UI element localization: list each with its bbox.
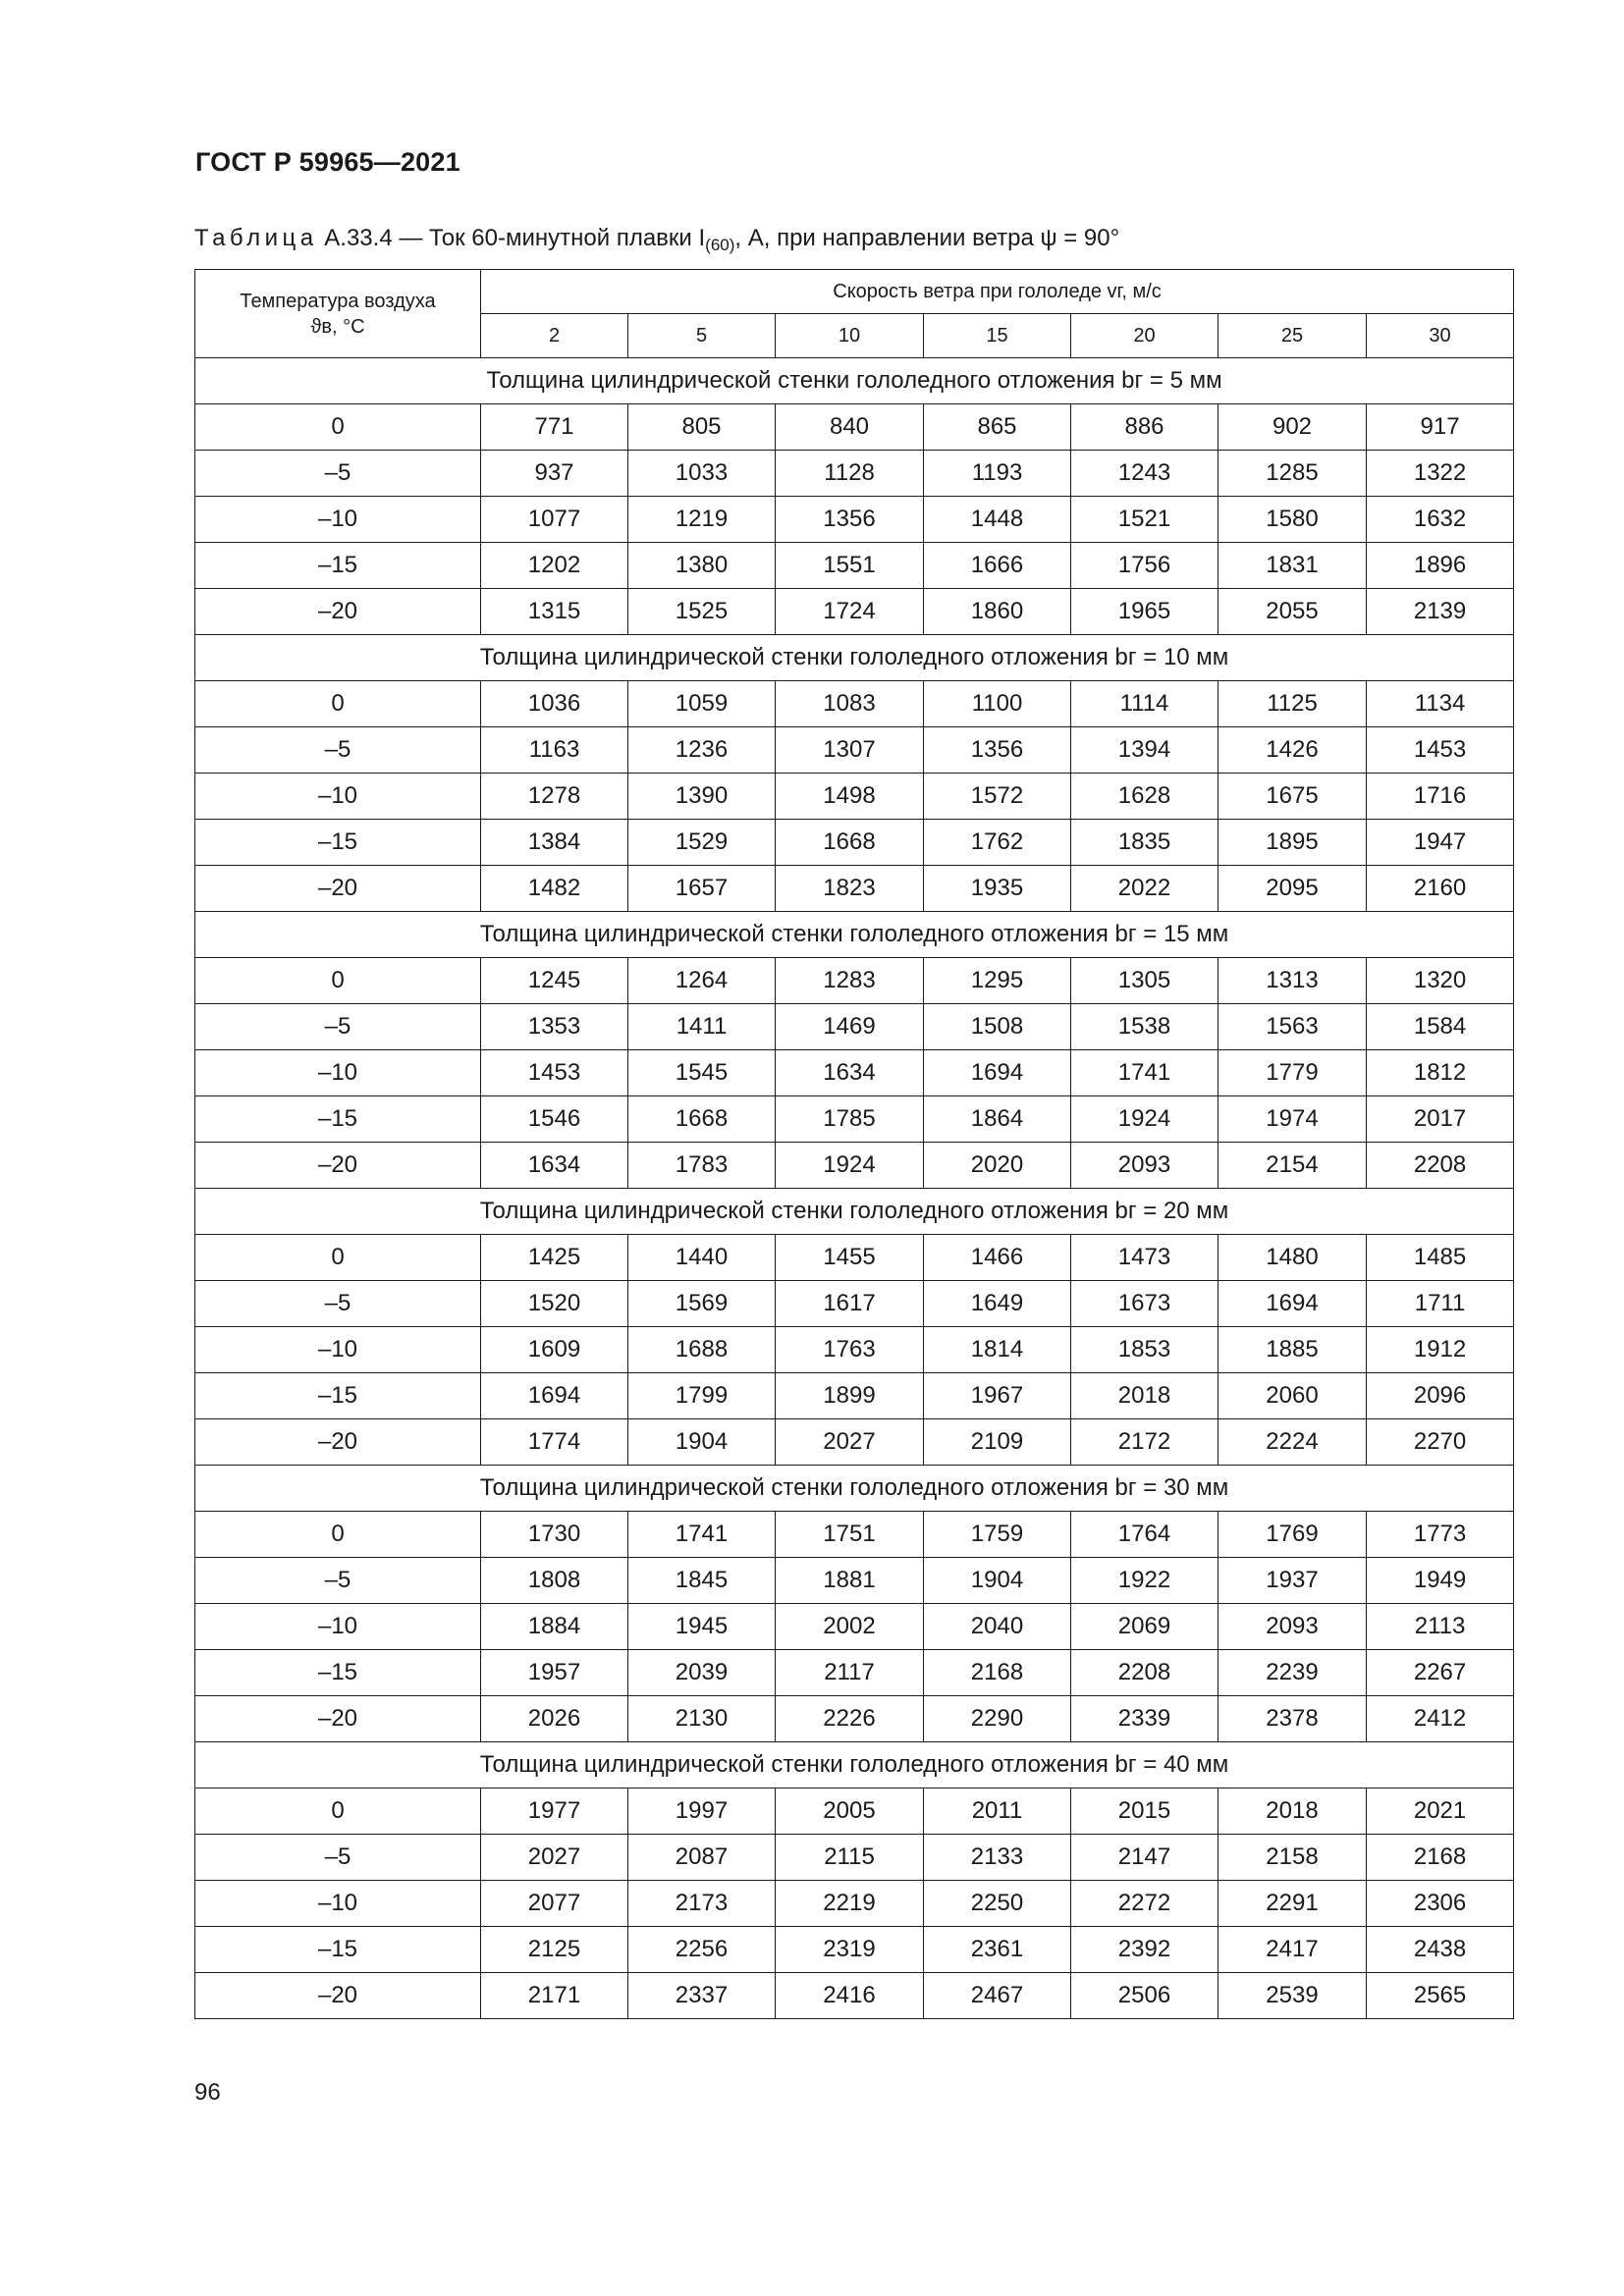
- current-value-cell: 2005: [776, 1789, 924, 1835]
- current-value-cell: 1384: [481, 820, 628, 866]
- current-value-cell: 1469: [776, 1004, 924, 1050]
- current-value-cell: 1193: [924, 451, 1071, 497]
- current-value-cell: 1666: [924, 543, 1071, 589]
- current-value-cell: 1202: [481, 543, 628, 589]
- current-value-cell: 1569: [628, 1281, 776, 1327]
- temperature-cell: –15: [195, 1927, 481, 1973]
- temperature-header: [195, 270, 481, 358]
- current-value-cell: 1881: [776, 1558, 924, 1604]
- current-value-cell: 1390: [628, 774, 776, 820]
- current-value-cell: 1884: [481, 1604, 628, 1650]
- current-value-cell: 1313: [1218, 958, 1367, 1004]
- current-value-cell: 1411: [628, 1004, 776, 1050]
- current-value-cell: 1219: [628, 497, 776, 543]
- temperature-cell: –15: [195, 1373, 481, 1419]
- temperature-header-line1: Температура воздуха: [240, 290, 436, 312]
- data-table: [194, 269, 1514, 2019]
- current-value-cell: 1763: [776, 1327, 924, 1373]
- current-value-cell: 1036: [481, 681, 628, 727]
- temperature-cell: –20: [195, 1696, 481, 1742]
- wind-speed-column-header: 30: [1367, 314, 1514, 358]
- table-row: [195, 681, 1514, 727]
- wind-speed-column-header: 15: [924, 314, 1071, 358]
- current-value-cell: 1243: [1071, 451, 1218, 497]
- temperature-cell: –15: [195, 820, 481, 866]
- table-row: [195, 1004, 1514, 1050]
- current-value-cell: 1609: [481, 1327, 628, 1373]
- current-value-cell: 1380: [628, 543, 776, 589]
- current-value-cell: 1394: [1071, 727, 1218, 774]
- current-value-cell: 2095: [1218, 866, 1367, 912]
- current-value-cell: 2147: [1071, 1835, 1218, 1881]
- current-value-cell: 1525: [628, 589, 776, 635]
- current-value-cell: 1114: [1071, 681, 1218, 727]
- current-value-cell: 1033: [628, 451, 776, 497]
- current-value-cell: 1100: [924, 681, 1071, 727]
- current-value-cell: 1741: [1071, 1050, 1218, 1096]
- current-value-cell: 2154: [1218, 1143, 1367, 1189]
- temperature-cell: –15: [195, 1650, 481, 1696]
- current-value-cell: 771: [481, 404, 628, 451]
- document-code: ГОСТ Р 59965—2021: [195, 147, 460, 177]
- current-value-cell: 1831: [1218, 543, 1367, 589]
- current-value-cell: 902: [1218, 404, 1367, 451]
- current-value-cell: 2021: [1367, 1789, 1514, 1835]
- table-row: [195, 1235, 1514, 1281]
- temperature-cell: –5: [195, 1281, 481, 1327]
- current-value-cell: 1482: [481, 866, 628, 912]
- current-value-cell: 2093: [1218, 1604, 1367, 1650]
- current-value-cell: 1538: [1071, 1004, 1218, 1050]
- table-row: [195, 958, 1514, 1004]
- wind-speed-column-header: 2: [481, 314, 628, 358]
- current-value-cell: 2096: [1367, 1373, 1514, 1419]
- current-value-cell: 1356: [776, 497, 924, 543]
- current-value-cell: 2125: [481, 1927, 628, 1973]
- current-value-cell: 1498: [776, 774, 924, 820]
- current-value-cell: 1668: [628, 1096, 776, 1143]
- temperature-cell: –5: [195, 1558, 481, 1604]
- table-row: [195, 774, 1514, 820]
- current-value-cell: 2267: [1367, 1650, 1514, 1696]
- temperature-cell: –10: [195, 497, 481, 543]
- temperature-cell: –15: [195, 543, 481, 589]
- current-value-cell: 1520: [481, 1281, 628, 1327]
- current-value-cell: 2018: [1218, 1789, 1367, 1835]
- current-value-cell: 2060: [1218, 1373, 1367, 1419]
- current-value-cell: 1283: [776, 958, 924, 1004]
- section-header: Толщина цилиндрической стенки гололедного отложения bг = 30 мм: [195, 1466, 1514, 1512]
- current-value-cell: 2039: [628, 1650, 776, 1696]
- current-value-cell: 1307: [776, 727, 924, 774]
- current-value-cell: 1688: [628, 1327, 776, 1373]
- current-value-cell: 1473: [1071, 1235, 1218, 1281]
- current-value-cell: 2087: [628, 1835, 776, 1881]
- current-value-cell: 1814: [924, 1327, 1071, 1373]
- current-value-cell: 2020: [924, 1143, 1071, 1189]
- current-value-cell: 1823: [776, 866, 924, 912]
- current-value-cell: 1521: [1071, 497, 1218, 543]
- current-value-cell: 2416: [776, 1973, 924, 2019]
- current-value-cell: 1812: [1367, 1050, 1514, 1096]
- current-value-cell: 2040: [924, 1604, 1071, 1650]
- current-value-cell: 2018: [1071, 1373, 1218, 1419]
- current-value-cell: 1668: [776, 820, 924, 866]
- current-value-cell: 1896: [1367, 543, 1514, 589]
- caption-subscript: (60): [705, 236, 735, 254]
- current-value-cell: 1694: [924, 1050, 1071, 1096]
- current-value-cell: 1426: [1218, 727, 1367, 774]
- section-header: Толщина цилиндрической стенки гололедного отложения bг = 20 мм: [195, 1189, 1514, 1235]
- current-value-cell: 2017: [1367, 1096, 1514, 1143]
- section-header: Толщина цилиндрической стенки гололедного отложения bг = 15 мм: [195, 912, 1514, 958]
- temperature-cell: –20: [195, 1419, 481, 1466]
- current-value-cell: 1059: [628, 681, 776, 727]
- current-value-cell: 1551: [776, 543, 924, 589]
- current-value-cell: 1546: [481, 1096, 628, 1143]
- current-value-cell: 917: [1367, 404, 1514, 451]
- table-row: [195, 1281, 1514, 1327]
- table-row: [195, 1973, 1514, 2019]
- current-value-cell: 2361: [924, 1927, 1071, 1973]
- temperature-header-line2: ϑв, °С: [310, 315, 365, 338]
- current-value-cell: 2160: [1367, 866, 1514, 912]
- current-value-cell: 2319: [776, 1927, 924, 1973]
- current-value-cell: 2291: [1218, 1881, 1367, 1927]
- table-row: [195, 1512, 1514, 1558]
- current-value-cell: 1356: [924, 727, 1071, 774]
- current-value-cell: 2339: [1071, 1696, 1218, 1742]
- current-value-cell: 2208: [1367, 1143, 1514, 1189]
- current-value-cell: 2412: [1367, 1696, 1514, 1742]
- temperature-cell: 0: [195, 1235, 481, 1281]
- temperature-cell: –5: [195, 1835, 481, 1881]
- current-value-cell: 1245: [481, 958, 628, 1004]
- current-value-cell: 2417: [1218, 1927, 1367, 1973]
- current-value-cell: 2270: [1367, 1419, 1514, 1466]
- current-value-cell: 1657: [628, 866, 776, 912]
- table-row: [195, 1835, 1514, 1881]
- current-value-cell: 1649: [924, 1281, 1071, 1327]
- current-value-cell: 1945: [628, 1604, 776, 1650]
- current-value-cell: 2208: [1071, 1650, 1218, 1696]
- current-value-cell: 2015: [1071, 1789, 1218, 1835]
- current-value-cell: 1572: [924, 774, 1071, 820]
- current-value-cell: 2093: [1071, 1143, 1218, 1189]
- section-header: Толщина цилиндрической стенки гололедного отложения bг = 10 мм: [195, 635, 1514, 681]
- temperature-cell: –10: [195, 774, 481, 820]
- current-value-cell: 2109: [924, 1419, 1071, 1466]
- current-value-cell: 1264: [628, 958, 776, 1004]
- current-value-cell: 1083: [776, 681, 924, 727]
- current-value-cell: 1508: [924, 1004, 1071, 1050]
- current-value-cell: 1278: [481, 774, 628, 820]
- current-value-cell: 2467: [924, 1973, 1071, 2019]
- current-value-cell: 1711: [1367, 1281, 1514, 1327]
- current-value-cell: 2113: [1367, 1604, 1514, 1650]
- temperature-cell: –10: [195, 1050, 481, 1096]
- current-value-cell: 1899: [776, 1373, 924, 1419]
- current-value-cell: 1694: [481, 1373, 628, 1419]
- current-value-cell: 2438: [1367, 1927, 1514, 1973]
- temperature-cell: –5: [195, 451, 481, 497]
- current-value-cell: 1694: [1218, 1281, 1367, 1327]
- temperature-cell: –20: [195, 1143, 481, 1189]
- current-value-cell: 2539: [1218, 1973, 1367, 2019]
- current-value-cell: 1320: [1367, 958, 1514, 1004]
- current-value-cell: 840: [776, 404, 924, 451]
- current-value-cell: 1453: [1367, 727, 1514, 774]
- current-value-cell: 1730: [481, 1512, 628, 1558]
- table-row: [195, 1696, 1514, 1742]
- current-value-cell: 2115: [776, 1835, 924, 1881]
- current-value-cell: 2130: [628, 1696, 776, 1742]
- current-value-cell: 1949: [1367, 1558, 1514, 1604]
- current-value-cell: 1163: [481, 727, 628, 774]
- current-value-cell: 1924: [1071, 1096, 1218, 1143]
- current-value-cell: 2055: [1218, 589, 1367, 635]
- current-value-cell: 1584: [1367, 1004, 1514, 1050]
- table-row: [195, 497, 1514, 543]
- current-value-cell: 1632: [1367, 497, 1514, 543]
- table-row: [195, 1096, 1514, 1143]
- current-value-cell: 1485: [1367, 1235, 1514, 1281]
- current-value-cell: 1425: [481, 1235, 628, 1281]
- current-value-cell: 1773: [1367, 1512, 1514, 1558]
- current-value-cell: 1285: [1218, 451, 1367, 497]
- current-value-cell: 1997: [628, 1789, 776, 1835]
- current-value-cell: 1965: [1071, 589, 1218, 635]
- table-row: [195, 1050, 1514, 1096]
- current-value-cell: 1563: [1218, 1004, 1367, 1050]
- current-value-cell: 1466: [924, 1235, 1071, 1281]
- current-value-cell: 1922: [1071, 1558, 1218, 1604]
- current-value-cell: 1480: [1218, 1235, 1367, 1281]
- temperature-cell: 0: [195, 404, 481, 451]
- current-value-cell: 1724: [776, 589, 924, 635]
- temperature-cell: 0: [195, 958, 481, 1004]
- current-value-cell: 1864: [924, 1096, 1071, 1143]
- current-value-cell: 1895: [1218, 820, 1367, 866]
- current-value-cell: 1305: [1071, 958, 1218, 1004]
- table-row: [195, 451, 1514, 497]
- current-value-cell: 937: [481, 451, 628, 497]
- current-value-cell: 2256: [628, 1927, 776, 1973]
- current-value-cell: 1741: [628, 1512, 776, 1558]
- current-value-cell: 1967: [924, 1373, 1071, 1419]
- current-value-cell: 1673: [1071, 1281, 1218, 1327]
- current-value-cell: 1634: [776, 1050, 924, 1096]
- table-row: [195, 1604, 1514, 1650]
- current-value-cell: 1751: [776, 1512, 924, 1558]
- current-value-cell: 1580: [1218, 497, 1367, 543]
- wind-speed-header: Скорость ветра при гололеде vг, м/с: [481, 270, 1514, 314]
- current-value-cell: 1529: [628, 820, 776, 866]
- current-value-cell: 1628: [1071, 774, 1218, 820]
- table-caption: [194, 225, 1119, 252]
- table-row: [195, 820, 1514, 866]
- current-value-cell: 1128: [776, 451, 924, 497]
- table-row: [195, 866, 1514, 912]
- temperature-cell: 0: [195, 1789, 481, 1835]
- table-row: [195, 1419, 1514, 1466]
- current-value-cell: 2239: [1218, 1650, 1367, 1696]
- current-value-cell: 2002: [776, 1604, 924, 1650]
- table-row: [195, 1881, 1514, 1927]
- current-value-cell: 1322: [1367, 451, 1514, 497]
- table-row: [195, 727, 1514, 774]
- current-value-cell: 886: [1071, 404, 1218, 451]
- temperature-cell: –10: [195, 1604, 481, 1650]
- current-value-cell: 1977: [481, 1789, 628, 1835]
- current-value-cell: 1957: [481, 1650, 628, 1696]
- current-value-cell: 1937: [1218, 1558, 1367, 1604]
- current-value-cell: 1835: [1071, 820, 1218, 866]
- current-value-cell: 865: [924, 404, 1071, 451]
- current-value-cell: 1853: [1071, 1327, 1218, 1373]
- current-value-cell: 1912: [1367, 1327, 1514, 1373]
- current-value-cell: 2168: [924, 1650, 1071, 1696]
- temperature-cell: –10: [195, 1881, 481, 1927]
- table-row: [195, 1558, 1514, 1604]
- temperature-cell: –20: [195, 866, 481, 912]
- temperature-cell: –10: [195, 1327, 481, 1373]
- temperature-cell: –20: [195, 1973, 481, 2019]
- current-value-cell: 1353: [481, 1004, 628, 1050]
- current-value-cell: 2168: [1367, 1835, 1514, 1881]
- temperature-cell: –15: [195, 1096, 481, 1143]
- table-row: [195, 543, 1514, 589]
- current-value-cell: 1440: [628, 1235, 776, 1281]
- wind-speed-column-header: 5: [628, 314, 776, 358]
- current-value-cell: 1785: [776, 1096, 924, 1143]
- page-number: 96: [194, 2079, 221, 2106]
- current-value-cell: 1935: [924, 866, 1071, 912]
- temperature-cell: 0: [195, 1512, 481, 1558]
- current-value-cell: 1545: [628, 1050, 776, 1096]
- current-value-cell: 2378: [1218, 1696, 1367, 1742]
- current-value-cell: 1783: [628, 1143, 776, 1189]
- current-value-cell: 2172: [1071, 1419, 1218, 1466]
- current-value-cell: 1769: [1218, 1512, 1367, 1558]
- current-value-cell: 2011: [924, 1789, 1071, 1835]
- table-row: [195, 1650, 1514, 1696]
- current-value-cell: 2027: [776, 1419, 924, 1466]
- current-value-cell: 1295: [924, 958, 1071, 1004]
- current-value-cell: 2173: [628, 1881, 776, 1927]
- current-value-cell: 1448: [924, 497, 1071, 543]
- current-value-cell: 1125: [1218, 681, 1367, 727]
- wind-speed-column-header: 10: [776, 314, 924, 358]
- wind-speed-column-header: 20: [1071, 314, 1218, 358]
- current-value-cell: 2158: [1218, 1835, 1367, 1881]
- table-row: [195, 589, 1514, 635]
- current-value-cell: 1904: [924, 1558, 1071, 1604]
- current-value-cell: 2219: [776, 1881, 924, 1927]
- current-value-cell: 1675: [1218, 774, 1367, 820]
- current-value-cell: 1634: [481, 1143, 628, 1189]
- table-row: [195, 1143, 1514, 1189]
- table-row: [195, 404, 1514, 451]
- current-value-cell: 1904: [628, 1419, 776, 1466]
- current-value-cell: 2069: [1071, 1604, 1218, 1650]
- current-value-cell: 1759: [924, 1512, 1071, 1558]
- current-value-cell: 2290: [924, 1696, 1071, 1742]
- table-row: [195, 1373, 1514, 1419]
- current-value-cell: 2171: [481, 1973, 628, 2019]
- current-value-cell: 2133: [924, 1835, 1071, 1881]
- current-value-cell: 1236: [628, 727, 776, 774]
- current-value-cell: 2139: [1367, 589, 1514, 635]
- current-value-cell: 2250: [924, 1881, 1071, 1927]
- temperature-cell: –20: [195, 589, 481, 635]
- current-value-cell: 1077: [481, 497, 628, 543]
- current-value-cell: 1779: [1218, 1050, 1367, 1096]
- caption-text-end: , А, при направлении ветра ψ = 90°: [734, 225, 1120, 251]
- current-value-cell: 2224: [1218, 1419, 1367, 1466]
- current-value-cell: 2565: [1367, 1973, 1514, 2019]
- temperature-cell: –5: [195, 1004, 481, 1050]
- current-value-cell: 2337: [628, 1973, 776, 2019]
- section-header: Толщина цилиндрической стенки гололедного отложения bг = 5 мм: [195, 358, 1514, 404]
- current-value-cell: 1134: [1367, 681, 1514, 727]
- current-value-cell: 2027: [481, 1835, 628, 1881]
- current-value-cell: 1762: [924, 820, 1071, 866]
- current-value-cell: 1756: [1071, 543, 1218, 589]
- current-value-cell: 1453: [481, 1050, 628, 1096]
- current-value-cell: 1974: [1218, 1096, 1367, 1143]
- current-value-cell: 1924: [776, 1143, 924, 1189]
- current-value-cell: 2272: [1071, 1881, 1218, 1927]
- current-value-cell: 1315: [481, 589, 628, 635]
- temperature-cell: –5: [195, 727, 481, 774]
- section-header: Толщина цилиндрической стенки гололедного отложения bг = 40 мм: [195, 1742, 1514, 1789]
- current-value-cell: 1617: [776, 1281, 924, 1327]
- current-value-cell: 2506: [1071, 1973, 1218, 2019]
- current-value-cell: 1774: [481, 1419, 628, 1466]
- current-value-cell: 2306: [1367, 1881, 1514, 1927]
- current-value-cell: 1799: [628, 1373, 776, 1419]
- current-value-cell: 2077: [481, 1881, 628, 1927]
- caption-text: А.33.4 — Ток 60-минутной плавки I: [324, 225, 706, 251]
- current-value-cell: 1764: [1071, 1512, 1218, 1558]
- current-value-cell: 1860: [924, 589, 1071, 635]
- current-value-cell: 2022: [1071, 866, 1218, 912]
- current-value-cell: 1947: [1367, 820, 1514, 866]
- current-value-cell: 1716: [1367, 774, 1514, 820]
- current-value-cell: 2392: [1071, 1927, 1218, 1973]
- current-value-cell: 805: [628, 404, 776, 451]
- current-value-cell: 1885: [1218, 1327, 1367, 1373]
- current-value-cell: 1808: [481, 1558, 628, 1604]
- current-value-cell: 1455: [776, 1235, 924, 1281]
- wind-speed-column-header: 25: [1218, 314, 1367, 358]
- current-value-cell: 2117: [776, 1650, 924, 1696]
- table-row: [195, 1789, 1514, 1835]
- table-row: [195, 1327, 1514, 1373]
- table-row: [195, 1927, 1514, 1973]
- current-value-cell: 2226: [776, 1696, 924, 1742]
- temperature-cell: 0: [195, 681, 481, 727]
- current-value-cell: 2026: [481, 1696, 628, 1742]
- caption-label: Таблица: [194, 225, 318, 251]
- current-value-cell: 1845: [628, 1558, 776, 1604]
